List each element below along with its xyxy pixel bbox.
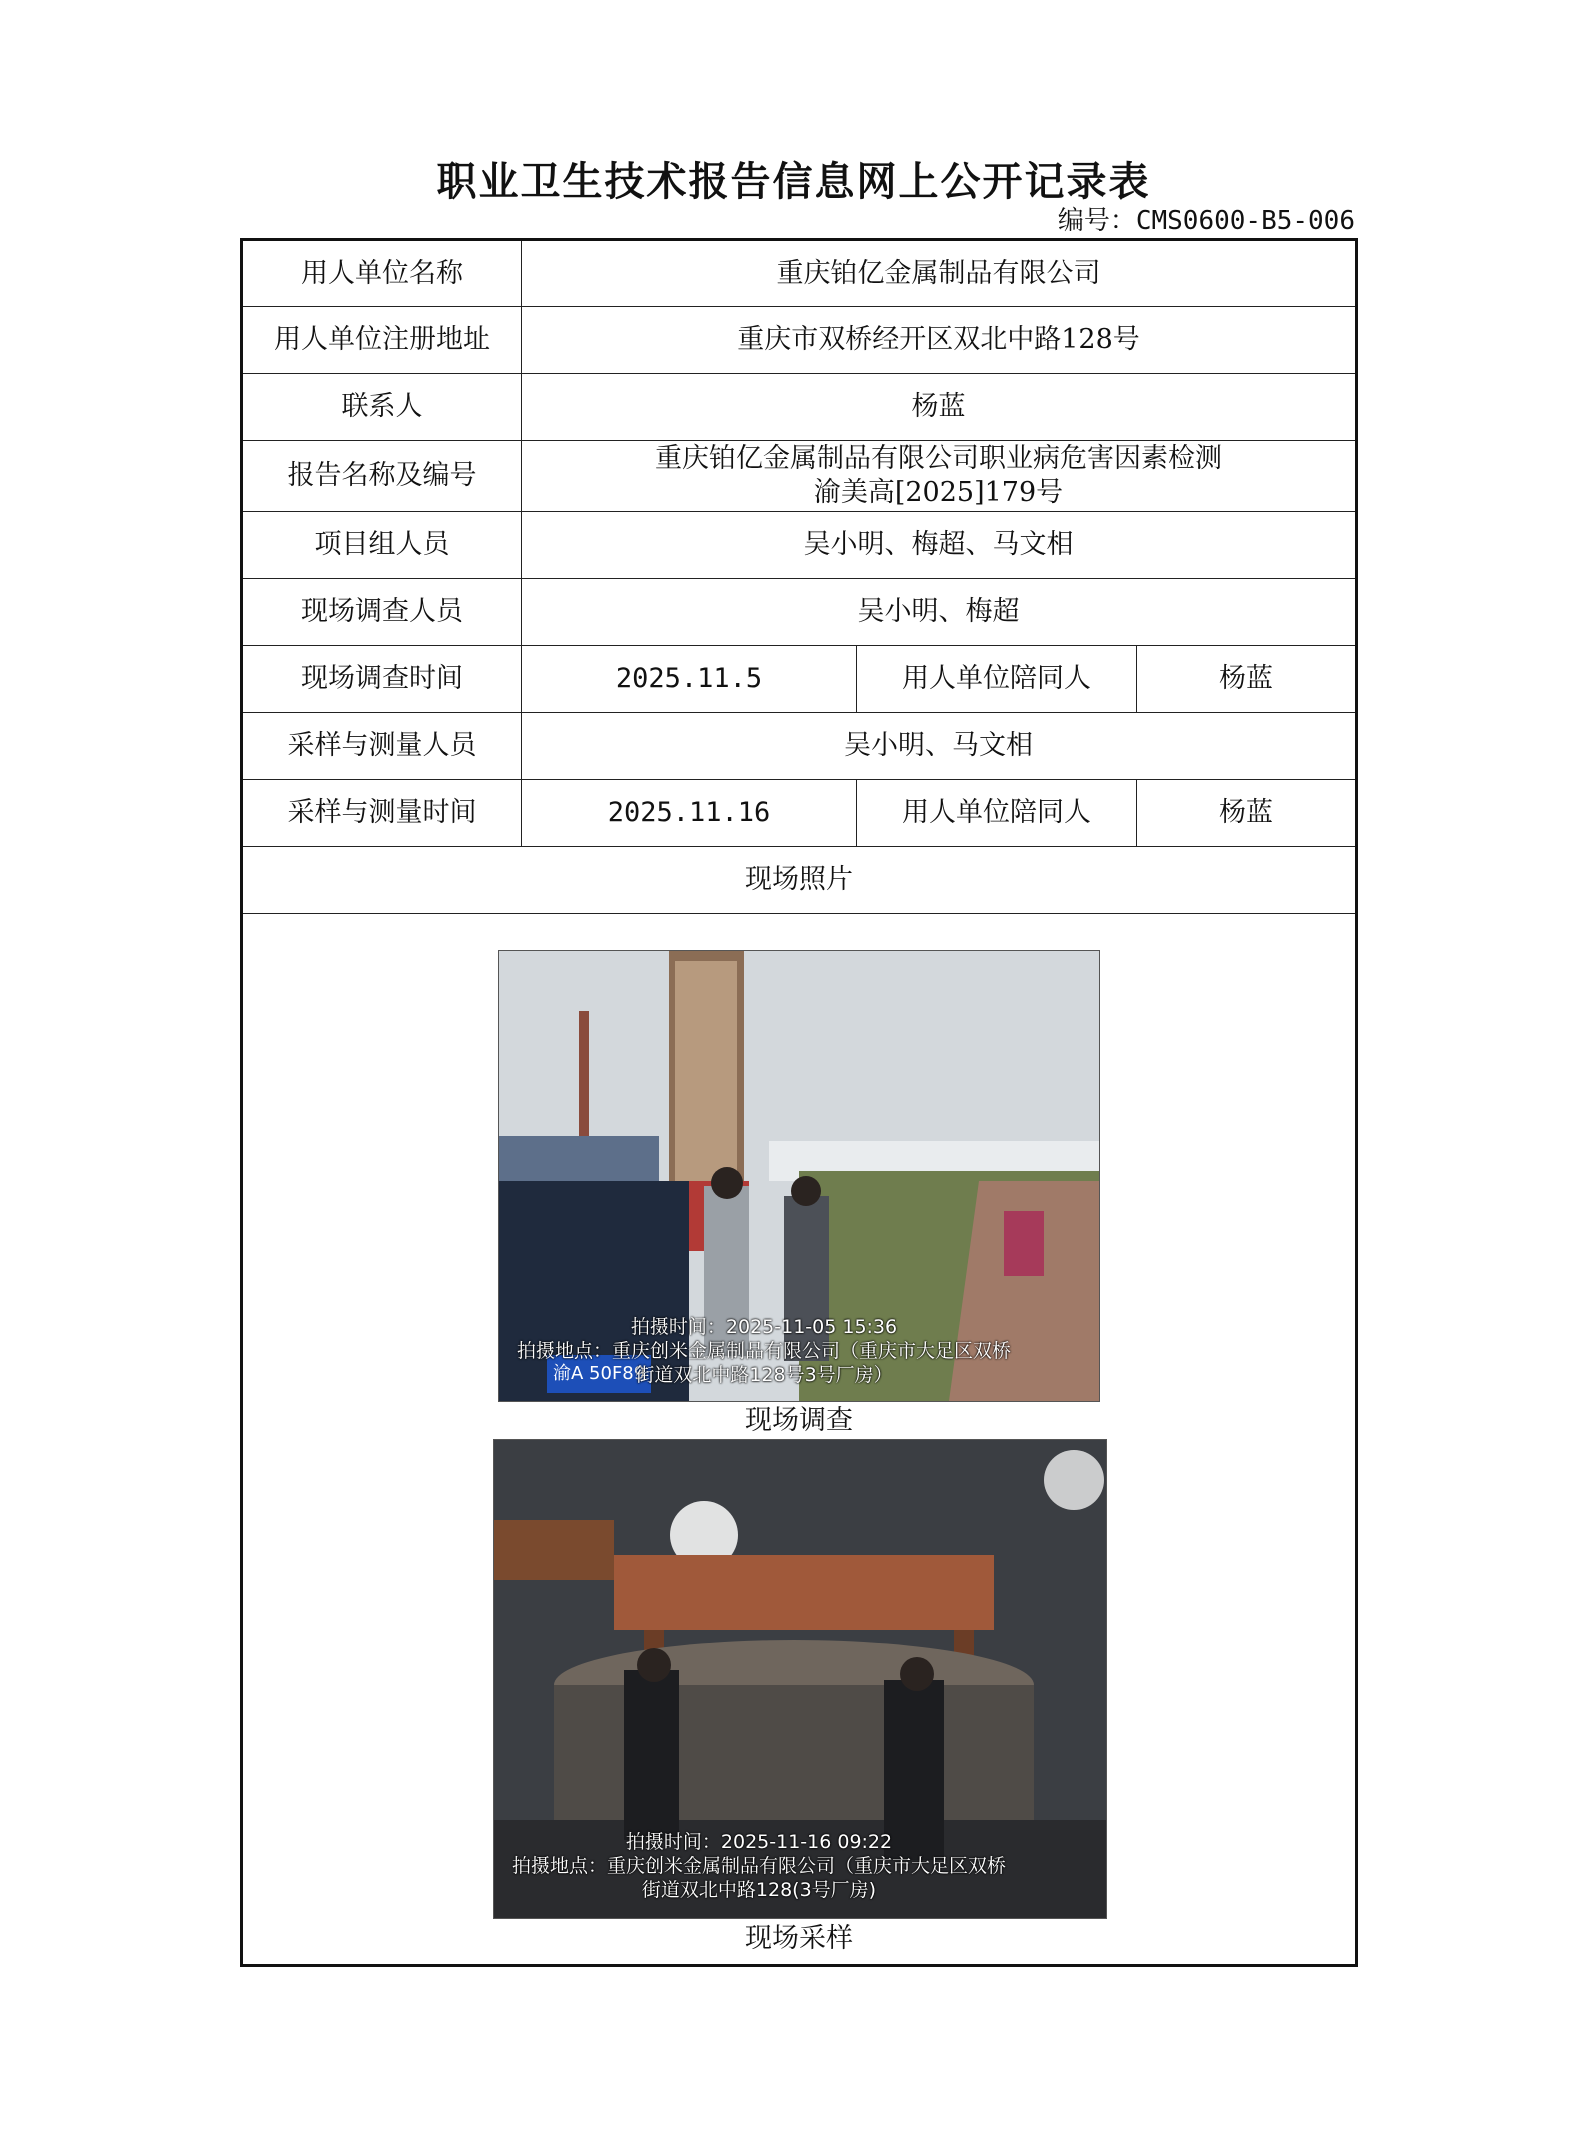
contact-value: 杨蓝 [522,374,1357,441]
document-title: 职业卫生技术报告信息网上公开记录表 [436,158,1151,205]
sampling-time-label: 采样与测量时间 [242,780,522,847]
row-survey-staff [242,579,1357,646]
unit-name-label: 用人单位名称 [242,240,522,307]
row-report [242,441,1357,512]
sampling-stamp-place-2: 街道双北中路128(3号厂房) [641,1879,877,1901]
survey-photo [498,950,1100,1402]
report-label: 报告名称及编号 [242,441,522,512]
report-number: 渝美高[2025]179号 [813,477,1064,508]
sampling-escort-label: 用人单位陪同人 [857,780,1137,847]
row-contact [242,374,1357,441]
license-plate: 渝A 50F89 [547,1355,651,1393]
row-address [242,307,1357,374]
survey-staff-value: 吴小明、梅超 [522,579,1357,646]
row-sampling-time [242,780,1357,847]
document-number: 编号：CMS0600-B5-006 [1057,206,1355,236]
survey-stamp-time: 拍摄时间：2025-11-05 15:36 [630,1316,898,1338]
sampling-photo [493,1439,1107,1919]
record-table [240,238,1358,1967]
photos-label: 现场照片 [242,847,1357,914]
sampling-photo-stamp [512,1830,1006,1902]
survey-time-value: 2025.11.5 [522,646,857,713]
report-value [522,441,1357,512]
survey-escort-value: 杨蓝 [1137,646,1357,713]
team-label: 项目组人员 [242,512,522,579]
survey-photo-stamp [517,1315,1011,1387]
team-value: 吴小明、梅超、马文相 [522,512,1357,579]
contact-label: 联系人 [242,374,522,441]
survey-time-label: 现场调查时间 [242,646,522,713]
row-photos [242,914,1357,1966]
survey-stamp-place: 拍摄地点：重庆创米金属制品有限公司（重庆市大足区双桥 [517,1340,1012,1362]
sampling-stamp-time: 拍摄时间：2025-11-16 09:22 [625,1831,893,1853]
sampling-stamp-place: 拍摄地点：重庆创米金属制品有限公司（重庆市大足区双桥 [512,1855,1007,1877]
survey-photo-caption: 现场调查 [745,1405,854,1436]
address-label: 用人单位注册地址 [242,307,522,374]
row-sampling-staff [242,713,1357,780]
sampling-photo-caption: 现场采样 [745,1923,854,1954]
survey-staff-label: 现场调查人员 [242,579,522,646]
survey-stamp-place-2: 街道双北中路128号3号厂房） [635,1364,893,1386]
unit-name-value: 重庆铂亿金属制品有限公司 [522,240,1357,307]
address-value: 重庆市双桥经开区双北中路128号 [522,307,1357,374]
row-survey-time [242,646,1357,713]
report-name: 重庆铂亿金属制品有限公司职业病危害因素检测 [655,443,1223,474]
photos-cell [242,914,1357,1966]
sampling-staff-value: 吴小明、马文相 [522,713,1357,780]
sampling-staff-label: 采样与测量人员 [242,713,522,780]
sampling-escort-value: 杨蓝 [1137,780,1357,847]
sampling-time-value: 2025.11.16 [522,780,857,847]
row-unit-name [242,240,1357,307]
row-photos-header [242,847,1357,914]
survey-escort-label: 用人单位陪同人 [857,646,1137,713]
row-team [242,512,1357,579]
